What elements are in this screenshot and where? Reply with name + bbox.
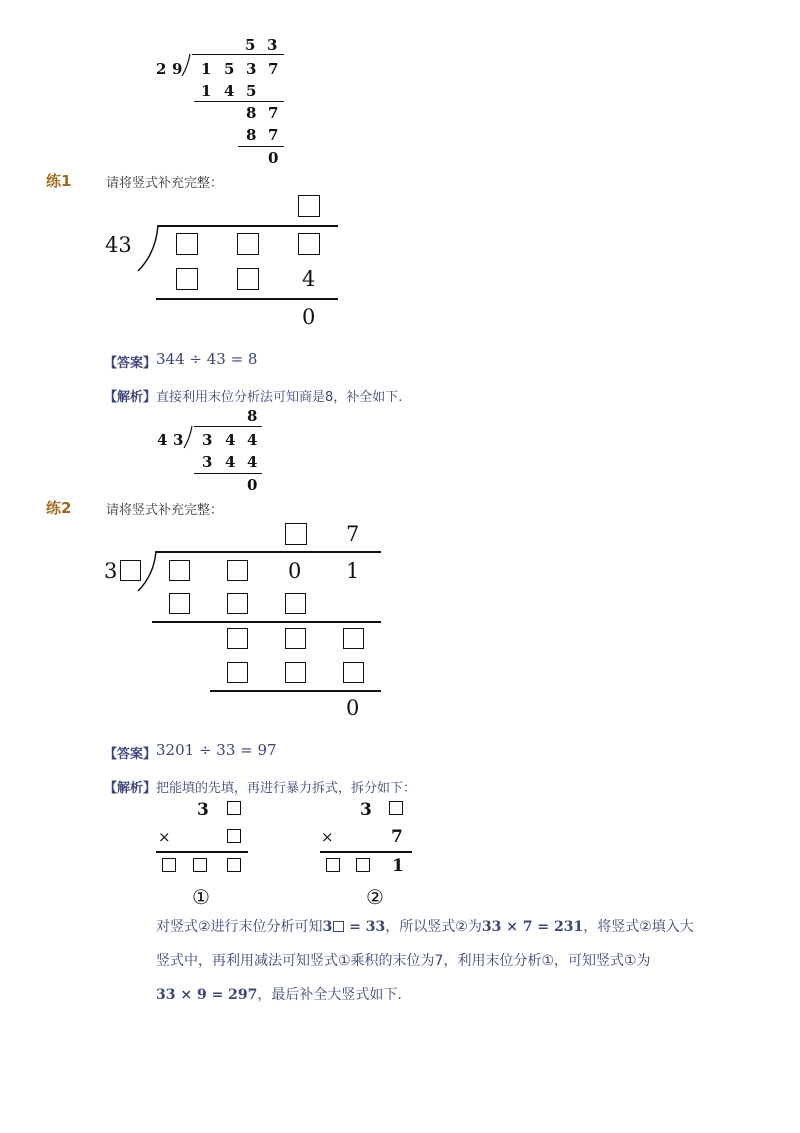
blank-box <box>285 593 306 614</box>
division-bar <box>156 551 381 553</box>
dividend-digit: 3 <box>246 60 257 78</box>
divisor-digit: 4 <box>157 431 168 449</box>
circled-label: ① <box>192 885 210 909</box>
text: 对竖式②进行末位分析可知 <box>156 919 323 935</box>
blank-box <box>169 560 190 581</box>
divisor-digit: 9 <box>172 60 183 78</box>
answer-text: 3201 ÷ 33 = 97 <box>156 741 277 759</box>
mult-top-digit: 3 <box>360 800 372 820</box>
quotient-digit: 5 <box>245 36 256 54</box>
step-digit: 1 <box>201 82 212 100</box>
math-digit: 3 <box>322 919 333 935</box>
math-text: 33 × 9 = 297 <box>156 987 258 1003</box>
blank-box <box>227 858 241 872</box>
blank-box <box>356 858 370 872</box>
blank-box <box>285 662 306 683</box>
product-digit: 4 <box>247 453 258 471</box>
divisor-digit: 3 <box>173 431 184 449</box>
dividend-digit: 3 <box>202 431 213 449</box>
dividend-digit: 0 <box>288 559 302 583</box>
explanation-paragraph <box>156 910 726 1012</box>
answer-tag: 【答案】 <box>104 747 157 762</box>
remainder: 0 <box>268 149 279 167</box>
step-digit: 8 <box>246 126 257 144</box>
answer-tag: 【答案】 <box>104 356 157 371</box>
blank-box <box>227 560 248 581</box>
dividend-digit: 7 <box>268 60 279 78</box>
blank-box <box>326 858 340 872</box>
division-bar <box>194 426 262 427</box>
blank-box <box>285 628 306 649</box>
dividend-digit: 4 <box>225 431 236 449</box>
product-digit: 1 <box>392 856 404 876</box>
overline-box <box>333 921 344 932</box>
product-digit: 4 <box>225 453 236 471</box>
division-bar <box>158 225 338 227</box>
analysis-tag: 【解析】 <box>104 781 157 796</box>
mult-factor: 7 <box>391 827 403 847</box>
math-text: 33 × 7 = 231 <box>481 919 584 935</box>
product-digit: 3 <box>202 453 213 471</box>
blank-box <box>237 268 259 290</box>
division-bar <box>192 54 284 55</box>
blank-box <box>389 801 403 815</box>
product-digit: 4 <box>302 267 316 291</box>
blank-box <box>162 858 176 872</box>
exercise-label: 练1 <box>46 172 72 190</box>
step-digit: 7 <box>268 104 279 122</box>
divisor: 43 <box>105 233 132 257</box>
dividend-digit: 1 <box>201 60 212 78</box>
subtraction-line <box>156 298 338 300</box>
dividend-digit: 5 <box>224 60 235 78</box>
explanation-line-1 <box>156 910 726 944</box>
product-line <box>156 851 248 853</box>
math-text: = 33 <box>344 919 386 935</box>
quotient-digit: 8 <box>247 407 258 425</box>
product-line <box>320 851 412 853</box>
blank-box <box>120 560 141 581</box>
blank-box <box>193 858 207 872</box>
blank-box <box>227 801 241 815</box>
times-sign: × <box>321 828 334 846</box>
analysis-tag: 【解析】 <box>104 390 157 405</box>
exercise-prompt: 请将竖式补充完整： <box>106 176 224 191</box>
divisor-digit: 3 <box>104 559 118 583</box>
remainder: 0 <box>346 696 360 720</box>
division-bracket <box>182 54 194 78</box>
analysis-text: 把能填的先填，再进行暴力拆式，拆分如下： <box>156 781 417 796</box>
explanation-line-3 <box>156 978 726 1012</box>
blank-box <box>343 628 364 649</box>
analysis-text: 直接利用末位分析法可知商是8，补全如下. <box>156 390 403 405</box>
quotient-digit: 3 <box>267 36 278 54</box>
blank-box <box>343 662 364 683</box>
exercise-label: 练2 <box>46 499 72 517</box>
step-digit: 8 <box>246 104 257 122</box>
blank-box <box>298 233 320 255</box>
blank-box <box>176 268 198 290</box>
subtraction-line <box>194 473 262 474</box>
blank-box <box>227 662 248 683</box>
blank-box <box>285 523 307 545</box>
times-sign: × <box>158 828 171 846</box>
quotient-digit: 7 <box>346 522 360 546</box>
blank-box <box>227 593 248 614</box>
division-bracket <box>138 551 158 593</box>
circled-label: ② <box>366 885 384 909</box>
division-bracket <box>138 225 160 273</box>
step-digit: 5 <box>246 82 257 100</box>
mult-top-digit: 3 <box>197 800 209 820</box>
remainder: 0 <box>247 476 258 494</box>
blank-box <box>169 593 190 614</box>
exercise-prompt: 请将竖式补充完整： <box>106 503 224 518</box>
dividend-digit: 4 <box>247 431 258 449</box>
divisor-digit: 2 <box>156 60 167 78</box>
dividend-digit: 1 <box>346 559 360 583</box>
subtraction-line <box>210 690 381 692</box>
division-bracket <box>184 426 196 450</box>
step-digit: 7 <box>268 126 279 144</box>
blank-box <box>237 233 259 255</box>
blank-box <box>176 233 198 255</box>
remainder: 0 <box>302 305 316 329</box>
explanation-line-2: 竖式中，再利用减法可知竖式①乘积的末位为7，利用末位分析①，可知竖式①为 <box>156 953 651 969</box>
blank-box <box>298 195 320 217</box>
subtraction-line <box>152 621 381 623</box>
blank-box <box>227 628 248 649</box>
text: ，所以竖式②为 <box>385 919 482 935</box>
step-digit: 4 <box>224 82 235 100</box>
subtraction-line <box>238 146 284 147</box>
answer-text: 344 ÷ 43 = 8 <box>156 350 258 368</box>
text: ，最后补全大竖式如下. <box>257 987 402 1003</box>
text: ，将竖式②填入大 <box>583 919 694 935</box>
subtraction-line <box>194 101 284 102</box>
blank-box <box>227 829 241 843</box>
